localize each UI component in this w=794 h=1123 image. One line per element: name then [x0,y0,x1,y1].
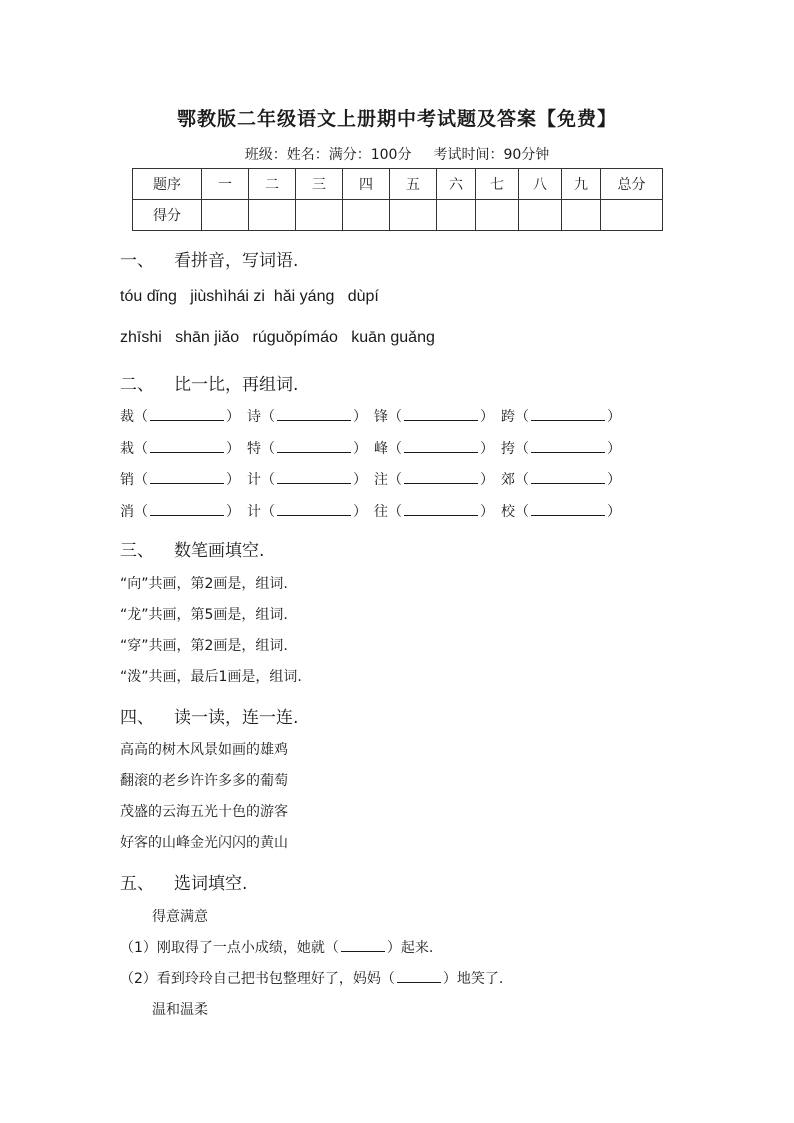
page-title: 鄂教版二年级语文上册期中考试题及答案【免费】 [176,108,617,130]
paren-open: （ [515,472,529,488]
match-line: 茂盛的云海五光十色的游客 [120,804,288,820]
score-row-label: 得分 [133,200,202,231]
compare-char: 计 [247,472,261,488]
compare-char: 峰 [374,441,388,457]
question-text: ）起来. [386,940,434,956]
compare-item [374,469,501,489]
compare-char: 校 [501,504,515,520]
paren-close: ） [353,504,367,520]
score-cell[interactable] [296,200,343,231]
paren-open: （ [261,504,275,520]
compare-item [247,438,374,458]
paren-close: ） [226,472,240,488]
paren-close: ） [226,441,240,457]
compare-item [247,469,374,489]
score-header-cell: 总分 [601,169,663,200]
answer-blank[interactable] [531,441,605,453]
score-cell[interactable] [601,200,663,231]
paren-open: （ [134,504,148,520]
paren-open: （ [515,409,529,425]
section-title: 比一比，再组词. [174,375,299,395]
compare-row [120,501,628,521]
compare-item [374,438,501,458]
compare-item [374,406,501,426]
exam-info-right: 考试时间：90分钟 [433,147,550,163]
answer-blank[interactable] [531,504,605,516]
stroke-item: “向”共画，第2画是，组词. [120,576,288,592]
paren-close: ） [607,441,621,457]
score-table-header-row [133,169,663,200]
section-number: 二、 [120,375,154,395]
section-4-heading [120,703,298,728]
section-number: 三、 [120,541,154,561]
compare-item [120,438,247,458]
compare-char: 栽 [120,441,134,457]
score-header-cell: 八 [519,169,562,200]
match-line: 好客的山峰金光闪闪的黄山 [120,835,288,851]
compare-item [247,501,374,521]
compare-item [501,501,628,521]
compare-char: 消 [120,504,134,520]
compare-row [120,469,628,489]
paren-open: （ [134,409,148,425]
score-header-cell: 二 [249,169,296,200]
compare-item [120,501,247,521]
section-title: 选词填空. [174,874,248,894]
answer-blank[interactable] [341,940,385,952]
compare-item [501,438,628,458]
compare-char: 锋 [374,409,388,425]
paren-open: （ [261,472,275,488]
word-choice: 温和温柔 [152,1002,208,1018]
score-cell[interactable] [202,200,249,231]
fill-question-2 [120,968,503,988]
score-cell[interactable] [343,200,390,231]
score-header-cell: 题序 [133,169,202,200]
score-header-cell: 三 [296,169,343,200]
score-cell[interactable] [390,200,437,231]
paren-open: （ [134,472,148,488]
answer-blank[interactable] [397,971,441,983]
score-cell[interactable] [437,200,476,231]
paren-close: ） [480,409,494,425]
score-header-cell: 一 [202,169,249,200]
score-header-cell: 六 [437,169,476,200]
paren-close: ） [480,504,494,520]
question-text: （1）刚取得了一点小成绩，她就（ [120,940,339,956]
paren-open: （ [515,504,529,520]
section-2-heading [120,370,298,395]
score-table [132,168,663,231]
answer-blank[interactable] [277,441,351,453]
compare-row [120,438,628,458]
exam-info-left: 班级：姓名：满分：100分 [244,147,412,163]
compare-char: 注 [374,472,388,488]
compare-item [501,406,628,426]
pinyin-line: tóu dǐng jiùshìhái zi hǎi yáng dùpí [120,288,379,305]
answer-blank[interactable] [404,472,478,484]
question-text: ）地笑了. [442,971,504,987]
question-text: （2）看到玲玲自己把书包整理好了，妈妈（ [120,971,395,987]
paren-close: ） [353,409,367,425]
paren-close: ） [480,472,494,488]
answer-blank[interactable] [150,409,224,421]
stroke-item: “泼”共画，最后1画是，组词. [120,669,302,685]
score-header-cell: 九 [562,169,601,200]
compare-char: 往 [374,504,388,520]
paren-close: ） [226,504,240,520]
exam-info [0,144,794,164]
answer-blank[interactable] [150,472,224,484]
compare-item [120,406,247,426]
paren-open: （ [388,441,402,457]
score-cell[interactable] [476,200,519,231]
paren-close: ） [480,441,494,457]
compare-item [501,469,628,489]
answer-blank[interactable] [277,472,351,484]
compare-char: 计 [247,504,261,520]
compare-item [247,406,374,426]
score-table-score-row [133,200,663,231]
answer-blank[interactable] [404,409,478,421]
match-line: 高高的树木风景如画的雄鸡 [120,742,288,758]
paren-open: （ [134,441,148,457]
pinyin-line: zhīshi shān jiǎo rúguǒpímáo kuān guǎng [120,329,435,346]
answer-blank[interactable] [531,472,605,484]
paren-close: ） [353,472,367,488]
compare-item [120,469,247,489]
paren-close: ） [607,472,621,488]
paren-close: ） [607,504,621,520]
match-line: 翻滚的老乡许许多多的葡萄 [120,773,288,789]
paren-open: （ [388,409,402,425]
paren-open: （ [388,472,402,488]
compare-row [120,406,628,426]
stroke-item: “穿”共画，第2画是，组词. [120,638,288,654]
answer-blank[interactable] [150,441,224,453]
section-number: 五、 [120,874,154,894]
answer-blank[interactable] [531,409,605,421]
stroke-item: “龙”共画，第5画是，组词. [120,607,288,623]
score-cell[interactable] [249,200,296,231]
score-header-cell: 四 [343,169,390,200]
word-choice: 得意满意 [152,909,208,925]
section-number: 四、 [120,708,154,728]
answer-blank[interactable] [404,504,478,516]
section-1-heading [120,246,298,271]
section-5-heading [120,869,247,894]
paren-close: ） [226,409,240,425]
score-cell[interactable] [519,200,562,231]
paren-close: ） [353,441,367,457]
answer-blank[interactable] [277,504,351,516]
compare-char: 挎 [501,441,515,457]
answer-blank[interactable] [404,441,478,453]
paren-open: （ [261,441,275,457]
compare-char: 郊 [501,472,515,488]
compare-char: 跨 [501,409,515,425]
paren-open: （ [261,409,275,425]
section-title: 读一读，连一连. [174,708,299,728]
answer-blank[interactable] [150,504,224,516]
section-title: 数笔画填空. [174,541,265,561]
section-number: 一、 [120,251,154,271]
paren-close: ） [607,409,621,425]
answer-blank[interactable] [277,409,351,421]
score-cell[interactable] [562,200,601,231]
compare-char: 诗 [247,409,261,425]
score-header-cell: 七 [476,169,519,200]
fill-question-1 [120,937,433,957]
section-title: 看拼音，写词语. [174,251,299,271]
section-3-heading [120,536,264,561]
paren-open: （ [515,441,529,457]
score-header-cell: 五 [390,169,437,200]
compare-char: 特 [247,441,261,457]
compare-char: 裁 [120,409,134,425]
paren-open: （ [388,504,402,520]
compare-item [374,501,501,521]
compare-char: 销 [120,472,134,488]
